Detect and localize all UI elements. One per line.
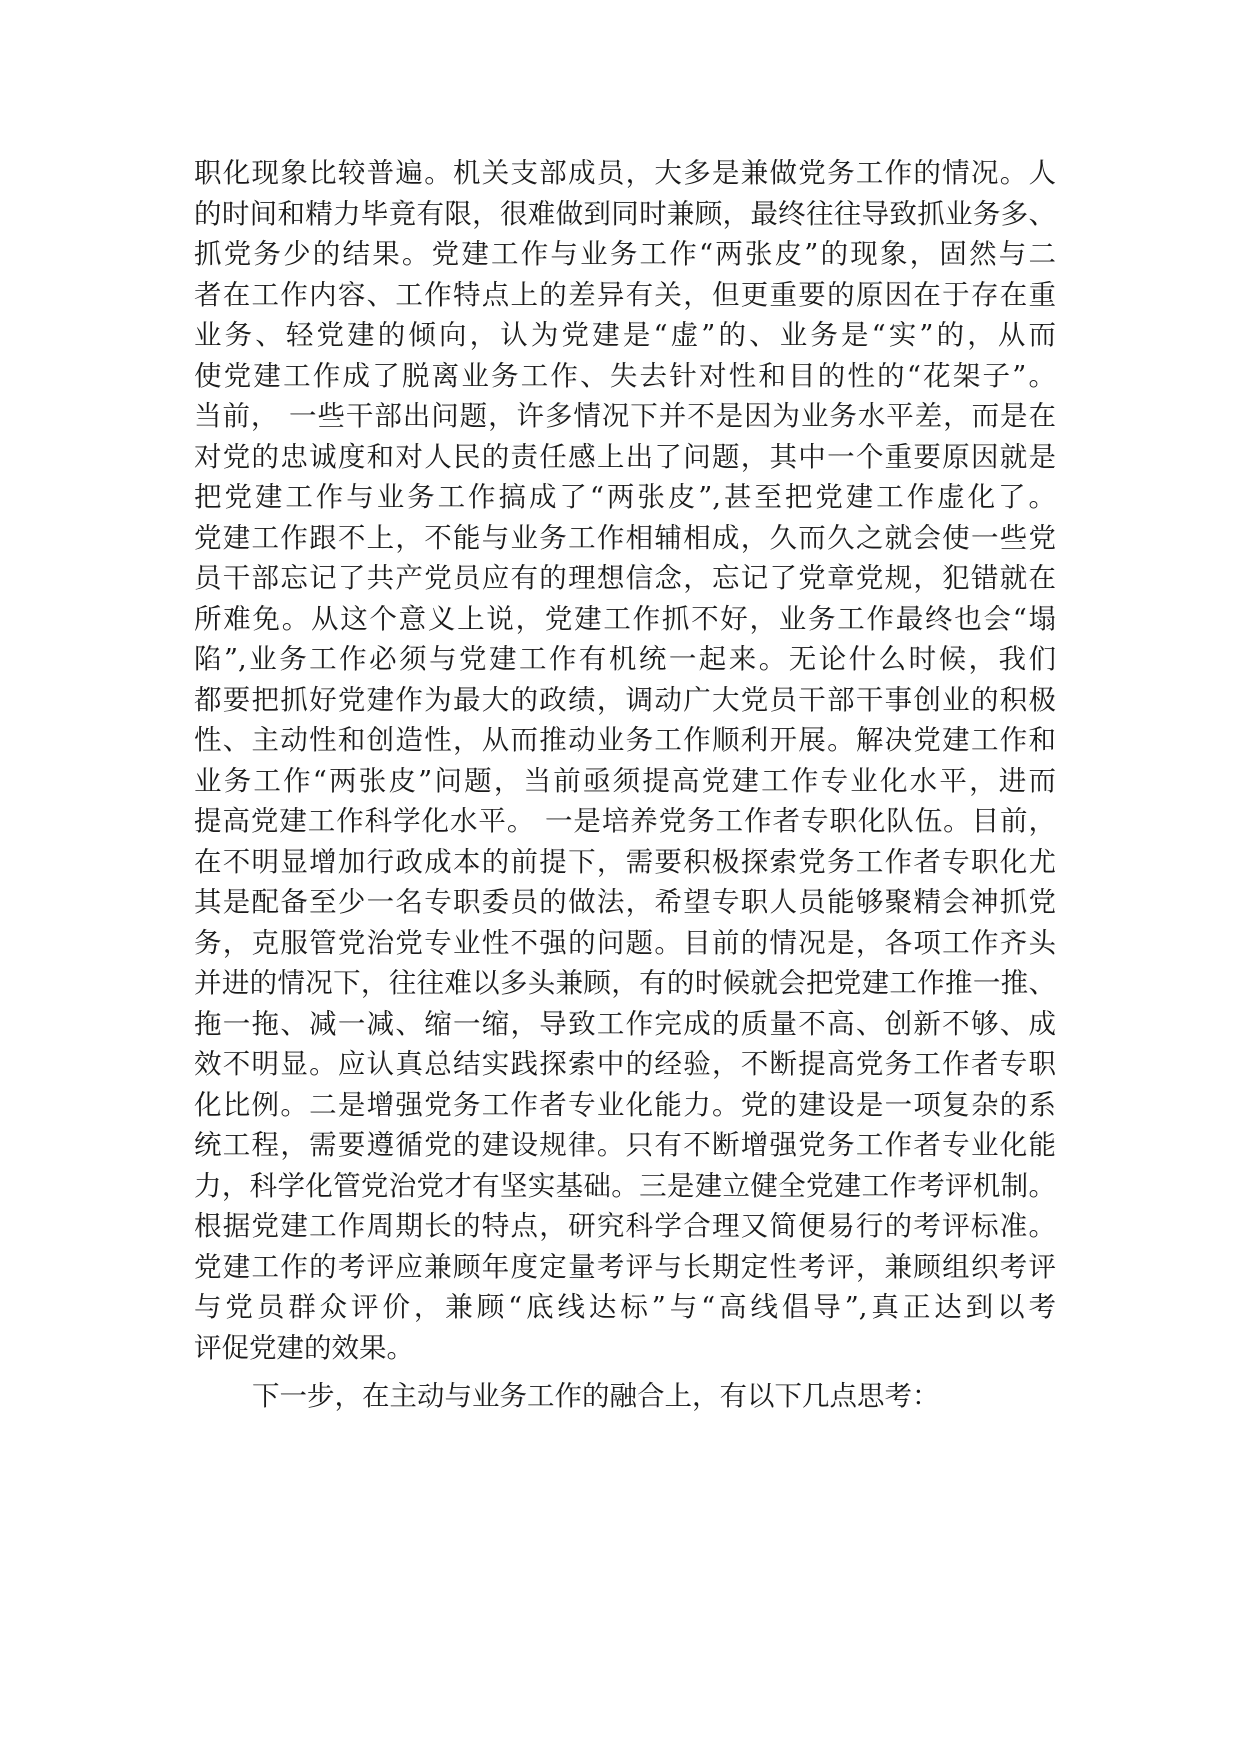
text-line: 根据党建工作周期长的特点，研究科学合理又简便易行的考评标准。 xyxy=(194,1210,1056,1242)
text-line: 性、主动性和创造性，从而推动业务工作顺利开展。解决党建工作和 xyxy=(194,724,1056,756)
text-line: 统工程，需要遵循党的建设规律。只有不断增强党务工作者专业化能 xyxy=(194,1129,1056,1161)
body-text xyxy=(194,153,1056,1417)
text-line: 评促党建的效果。 xyxy=(194,1331,414,1364)
text-line: 与党员群众评价，兼顾“底线达标”与“高线倡导”,真正达到以考 xyxy=(194,1291,1056,1323)
text-line: 抓党务少的结果。党建工作与业务工作“两张皮”的现象，固然与二 xyxy=(194,238,1056,270)
text-line: 的时间和精力毕竟有限，很难做到同时兼顾，最终往往导致抓业务多、 xyxy=(194,197,1056,230)
text-line: 其是配备至少一名专职委员的做法，希望专职人员能够聚精会神抓党 xyxy=(194,886,1056,918)
text-line: 力，科学化管党治党才有坚实基础。三是建立健全党建工作考评机制。 xyxy=(194,1169,1056,1202)
text-line: 对党的忠诚度和对人民的责任感上出了问题，其中一个重要原因就是 xyxy=(194,440,1056,473)
next-paragraph: 下一步，在主动与业务工作的融合上，有以下几点思考： xyxy=(252,1380,940,1412)
text-line: 在不明显增加行政成本的前提下，需要积极探索党务工作者专职化尤 xyxy=(194,845,1056,878)
text-line: 务，克服管党治党专业性不强的问题。目前的情况是，各项工作齐头 xyxy=(194,926,1056,959)
text-line: 拖一拖、减一减、缩一缩，导致工作完成的质量不高、创新不够、成 xyxy=(194,1007,1056,1040)
text-line: 都要把抓好党建作为最大的政绩，调动广大党员干部干事创业的积极 xyxy=(194,683,1056,716)
text-line: 化比例。二是增强党务工作者专业化能力。党的建设是一项复杂的系 xyxy=(194,1088,1056,1121)
text-line: 效不明显。应认真总结实践探索中的经验，不断提高党务工作者专职 xyxy=(194,1048,1056,1080)
text-line: 党建工作的考评应兼顾年度定量考评与长期定性考评，兼顾组织考评 xyxy=(194,1250,1056,1283)
text-line: 所难免。从这个意义上说，党建工作抓不好，业务工作最终也会“塌 xyxy=(194,602,1056,635)
text-line: 并进的情况下，往往难以多头兼顾，有的时候就会把党建工作推一推、 xyxy=(194,967,1056,999)
text-line: 者在工作内容、工作特点上的差异有关，但更重要的原因在于存在重 xyxy=(194,278,1056,311)
text-line: 把党建工作与业务工作搞成了“两张皮”,甚至把党建工作虚化了。 xyxy=(194,481,1056,513)
text-line: 使党建工作成了脱离业务工作、失去针对性和目的性的“花架子”。 xyxy=(194,359,1056,392)
text-line: 业务、轻党建的倾向，认为党建是“虚”的、业务是“实”的，从而 xyxy=(194,319,1056,351)
text-line: 业务工作“两张皮”问题，当前亟须提高党建工作专业化水平，进而 xyxy=(194,764,1056,797)
text-line: 职化现象比较普遍。机关支部成员，大多是兼做党务工作的情况。人 xyxy=(194,157,1056,189)
text-line: 党建工作跟不上，不能与业务工作相辅相成，久而久之就会使一些党 xyxy=(194,521,1056,554)
text-line: 陷”,业务工作必须与党建工作有机统一起来。无论什么时候，我们 xyxy=(194,643,1056,675)
text-line: 当前， 一些干部出问题，许多情况下并不是因为业务水平差，而是在 xyxy=(194,400,1056,432)
text-line: 员干部忘记了共产党员应有的理想信念，忘记了党章党规，犯错就在 xyxy=(194,562,1056,594)
text-line: 提高党建工作科学化水平。 一是培养党务工作者专职化队伍。目前， xyxy=(194,805,1056,837)
